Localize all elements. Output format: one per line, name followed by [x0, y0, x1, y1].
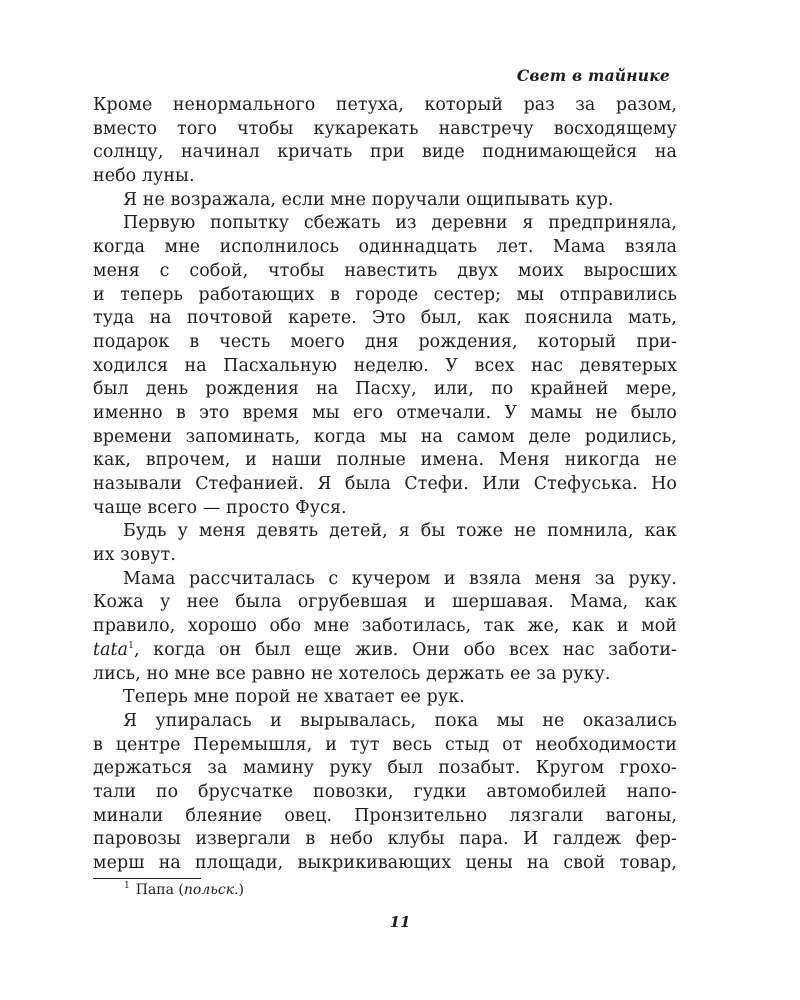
text-line: когда мне исполнилось одиннадцать лет. Мама взяла	[93, 237, 677, 258]
page-number: 11	[389, 913, 411, 931]
text-line: чаще всего — просто Фуся.	[93, 497, 347, 518]
text-line: как, впрочем, и наши полные имена. Меня никогда не	[93, 450, 677, 471]
text-line: Мама рассчиталась с кучером и взяла меня за руку.	[123, 568, 677, 589]
text-line: тали по брусчатке повозки, гудки автомобилей напо-	[93, 781, 677, 802]
text-line: паровозы извергали в небо клубы пара. И галдеж фер-	[93, 829, 677, 850]
text-line: Теперь мне порой не хватает ее рук.	[123, 687, 465, 708]
line-text: , когда он был еще жив. Они обо всех нас заботи-	[133, 639, 677, 660]
text-line: был день рождения на Пасху, или, по крайней мере,	[93, 379, 677, 400]
text-line: вместо того чтобы кукарекать навстречу восходящему	[93, 118, 677, 139]
text-line: лись, но мне все равно не хотелось держать ее за руку.	[93, 663, 611, 684]
text-line: солнцу, начинал кричать при виде поднимающейся на	[93, 142, 677, 163]
text-line: меня с собой, чтобы навестить двух моих выросших	[93, 260, 677, 281]
body-text	[93, 94, 677, 876]
footnote	[124, 880, 244, 900]
foreign-word: tata	[93, 639, 129, 660]
text-line: правило, хорошо обо мне заботилась, так же, как и мой	[93, 616, 677, 637]
text-line: подарок в честь моего дня рождения, который при-	[93, 331, 677, 352]
text-line: именно в это время мы его отмечали. У мамы не было	[93, 402, 677, 423]
text-line: времени запоминать, когда мы на самом деле родились,	[93, 426, 677, 447]
footnote-ref: 1	[128, 641, 134, 652]
text-line: их зовут.	[93, 545, 176, 566]
footnote-italic: польск.	[183, 882, 239, 898]
text-line: ходился на Пасхальную неделю. У всех нас девятерых	[93, 355, 677, 376]
text-line: Кроме ненормального петуха, который раз за разом,	[93, 95, 677, 115]
running-head: Свет в тайнике	[516, 66, 670, 85]
text-line: Кожа у нее была огрубевшая и шершавая. Мама, как	[93, 592, 677, 613]
text-line: держаться за мамину руку был позабыт. Кругом грохо-	[93, 758, 677, 779]
footnote-close: )	[238, 882, 244, 898]
text-line: минали блеяние овец. Пронзительно лязгали вагоны,	[93, 805, 677, 826]
text-line: мерш на площади, выкрикивающих цены на свой товар,	[93, 853, 677, 873]
text-line: Я упиралась и вырывалась, пока мы не оказались	[123, 710, 677, 731]
text-line: туда на почтовой карете. Это был, как пояснила мать,	[93, 308, 677, 329]
footnote-number: 1	[124, 881, 130, 892]
footnote-text: Папа (	[135, 882, 184, 898]
text-line: называли Стефанией. Я была Стефи. Или Стефуська. Но	[93, 474, 677, 494]
text-line: и теперь работающих в городе сестер; мы отправились	[93, 284, 677, 305]
text-line: в центре Перемышля, и тут весь стыд от необходимости	[93, 734, 677, 755]
text-line: Первую попытку сбежать из деревни я предприняла,	[123, 213, 677, 234]
text-line: Я не возражала, если мне поручали ощипывать кур.	[123, 189, 614, 210]
footnote-rule	[93, 878, 201, 879]
text-line: Будь у меня девять детей, я бы тоже не помнила, как	[123, 521, 677, 542]
text-line: небо луны.	[93, 166, 195, 187]
text-line	[93, 639, 677, 663]
